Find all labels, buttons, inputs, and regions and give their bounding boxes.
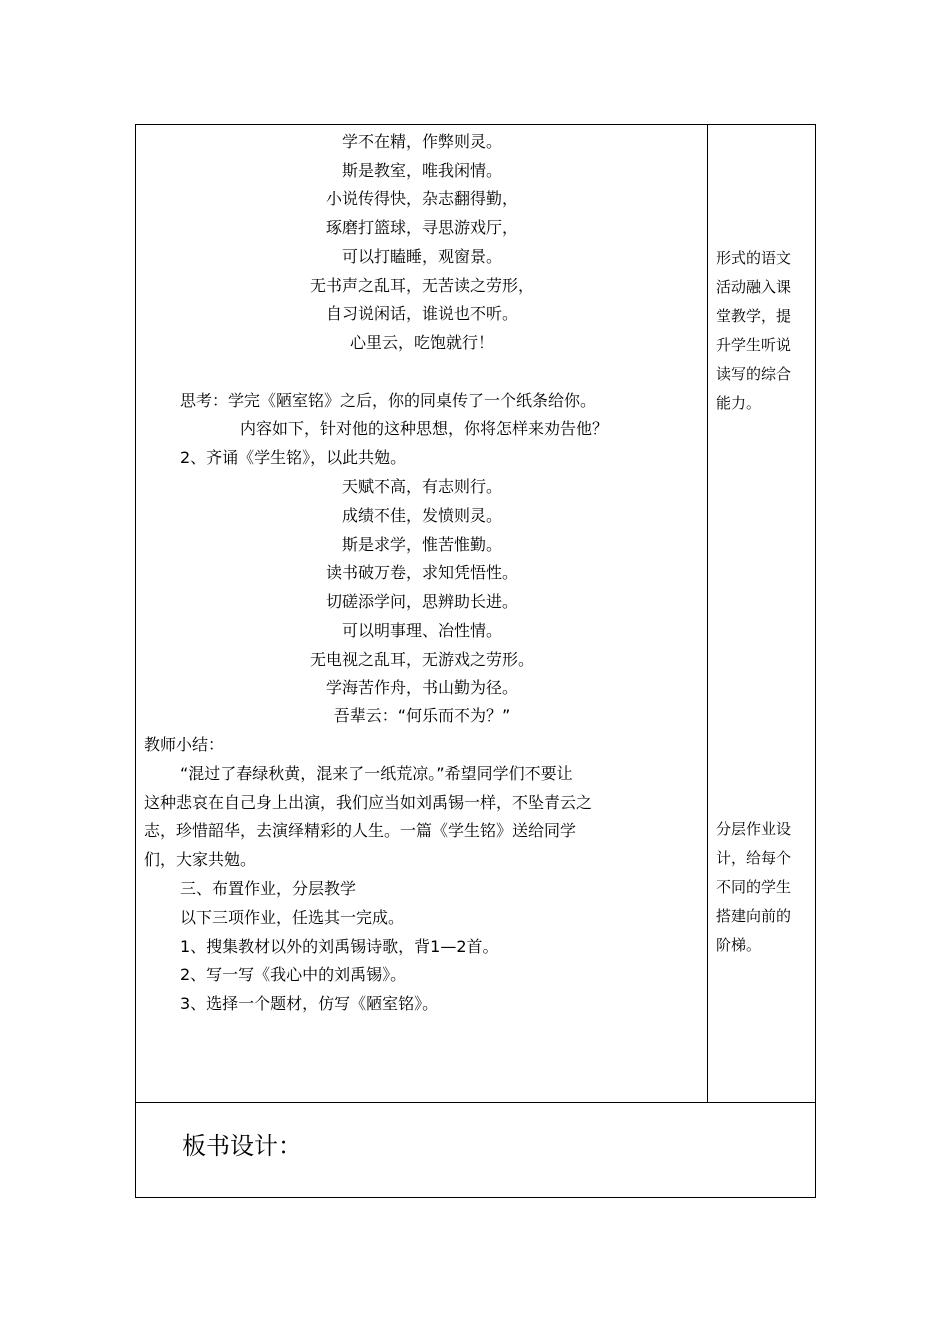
think-question: 思考：学完《陋室铭》之后，你的同桌传了一个纸条给你。 — [180, 391, 597, 410]
homework-item: 2、写一写《我心中的刘禹锡》。 — [180, 965, 407, 984]
side-note-line: 读写的综合 — [716, 365, 792, 383]
poem-line: 斯是教室，唯我闲情。 — [341, 161, 502, 180]
summary-line: 这种悲哀在自己身上出演，我们应当如刘禹锡一样，不坠青云之 — [144, 793, 593, 812]
summary-title: 教师小结： — [144, 735, 225, 754]
poem-line: 小说传得快，杂志翻得勤， — [325, 189, 518, 208]
side-note-line: 分层作业设 — [716, 820, 792, 838]
homework-item: 1、搜集教材以外的刘禹锡诗歌，背1—2首。 — [180, 937, 499, 956]
poem-line: 心里云，吃饱就行！ — [349, 333, 494, 352]
column-divider — [707, 124, 708, 1103]
side-note-line: 升学生听说 — [716, 336, 792, 354]
poem-line: 自习说闲话，谁说也不听。 — [325, 304, 518, 323]
recite-instruction: 2、齐诵《学生铭》，以此共勉。 — [180, 448, 407, 467]
summary-line: 志，珍惜韶华，去演绎精彩的人生。一篇《学生铭》送给同学 — [144, 821, 577, 840]
summary-line: 们，大家共勉。 — [144, 850, 257, 869]
student-poem-line: 成绩不佳，发愤则灵。 — [341, 506, 502, 525]
side-note-line: 搭建向前的 — [716, 907, 792, 925]
homework-item: 3、选择一个题材，仿写《陋室铭》。 — [180, 994, 439, 1013]
student-poem-line: 读书破万卷，求知凭悟性。 — [325, 563, 518, 582]
student-poem-line: 吾辈云：“何乐而不为？” — [333, 706, 511, 725]
student-poem-line: 无电视之乱耳，无游戏之劳形。 — [309, 650, 534, 669]
side-note-line: 活动融入课 — [716, 278, 792, 296]
student-poem-line: 可以明事理、冶性情。 — [341, 621, 502, 640]
side-note-activity — [716, 244, 806, 418]
poem-line: 学不在精，作弊则灵。 — [341, 132, 502, 151]
student-poem-line: 学海苦作舟，书山勤为径。 — [325, 678, 518, 697]
homework-intro: 以下三项作业，任选其一完成。 — [180, 908, 405, 927]
row-divider — [135, 1102, 816, 1103]
poem-line: 可以打瞌睡，观窗景。 — [341, 247, 502, 266]
side-note-line: 不同的学生 — [716, 878, 792, 896]
side-note-line: 计，给每个 — [716, 849, 792, 867]
poem-line: 无书声之乱耳，无苦读之劳形， — [309, 276, 534, 295]
student-poem-line: 天赋不高，有志则行。 — [341, 477, 502, 496]
summary-line: “混过了春绿秋黄，混来了一纸荒凉。”希望同学们不要让 — [180, 764, 573, 783]
poem-line: 琢磨打篮球，寻思游戏厅， — [325, 218, 518, 237]
side-note-line: 形式的语文 — [716, 249, 792, 267]
think-question-cont: 内容如下，针对他的这种思想，你将怎样来劝告他？ — [240, 419, 609, 438]
side-note-line: 堂教学，提 — [716, 307, 792, 325]
side-note-homework — [716, 815, 806, 960]
student-poem-line: 切磋添学问，思辨助长进。 — [325, 592, 518, 611]
side-note-line: 阶梯。 — [716, 936, 762, 954]
student-poem-line: 斯是求学，惟苦惟勤。 — [341, 535, 502, 554]
side-note-line: 能力。 — [716, 394, 762, 412]
board-design-title: 板书设计： — [182, 1132, 302, 1160]
homework-title: 三、布置作业，分层教学 — [180, 879, 357, 898]
